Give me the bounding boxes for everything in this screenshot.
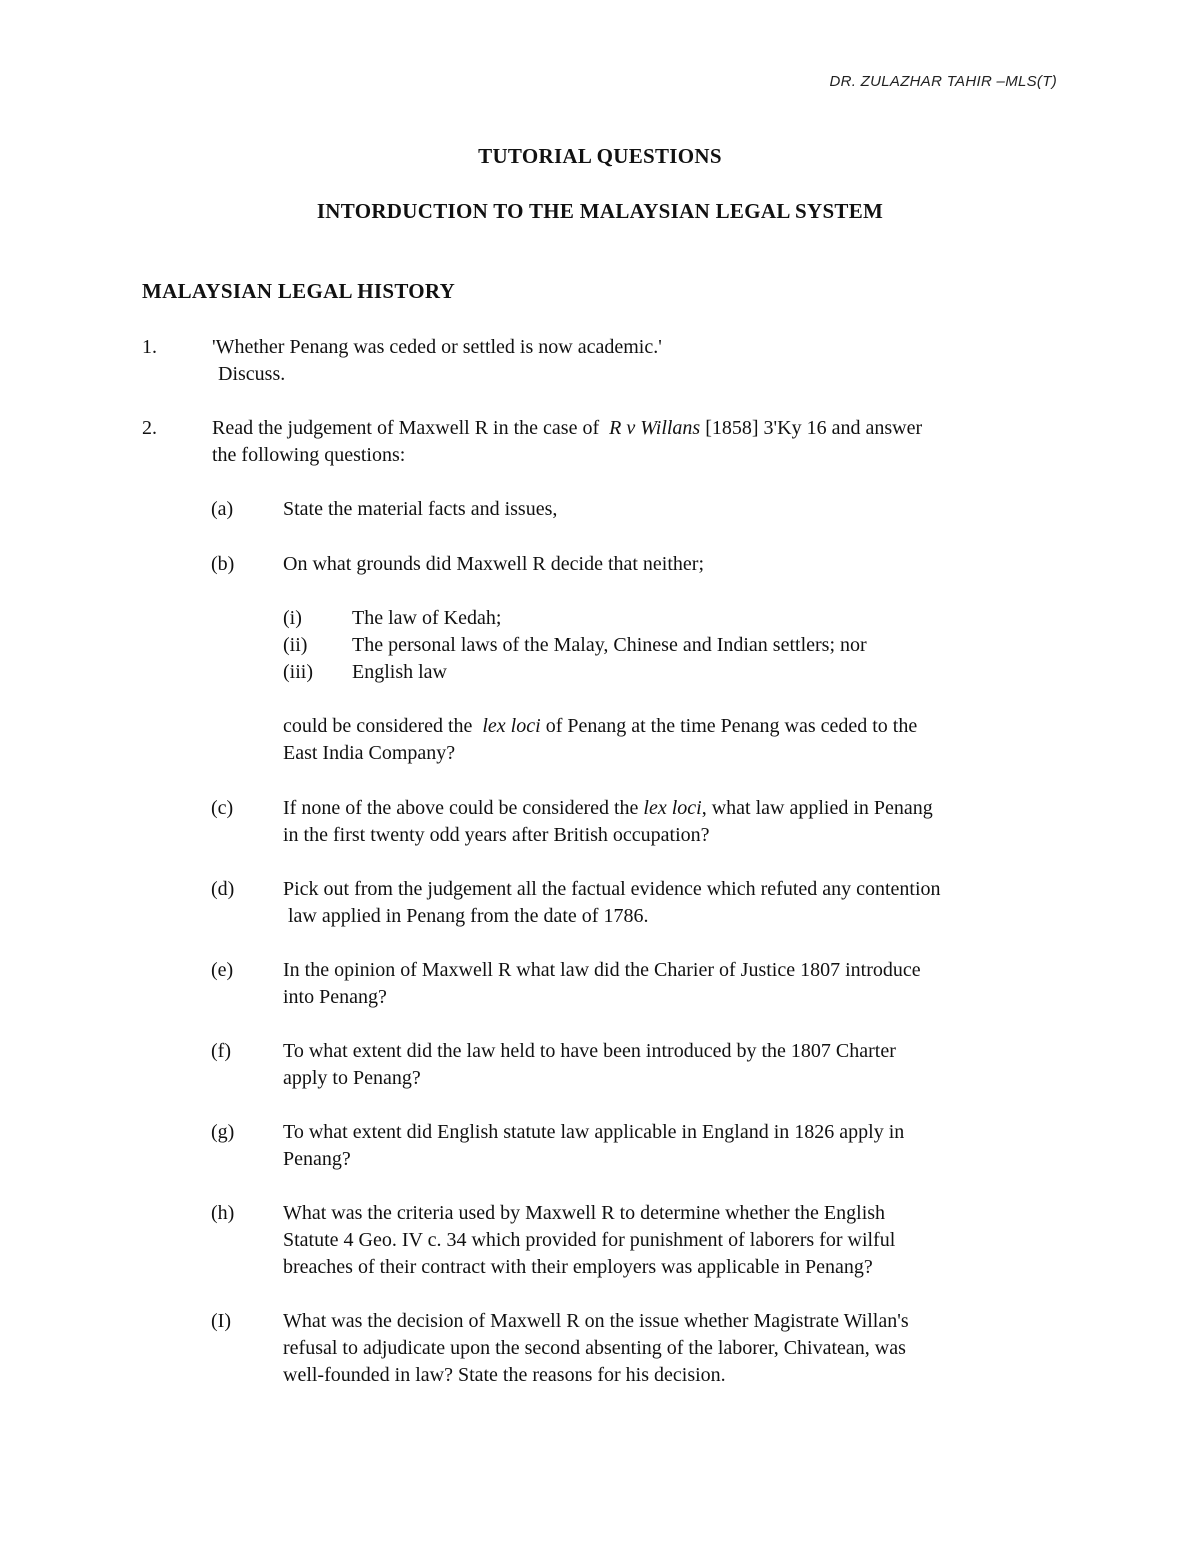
question-number: 1.	[142, 336, 157, 358]
sub-question-label: (a)	[211, 498, 234, 520]
list-item-label: (iii)	[283, 661, 313, 683]
sub-question-text: apply to Penang?	[283, 1067, 421, 1089]
sub-question-label: (h)	[211, 1202, 235, 1224]
course-title: INTORDUCTION TO THE MALAYSIAN LEGAL SYSTEM	[316, 199, 884, 223]
section-heading: MALAYSIAN LEGAL HISTORY	[142, 279, 456, 303]
question-text: Discuss.	[218, 363, 286, 385]
question-number: 2.	[142, 417, 157, 439]
sub-question-text: To what extent did the law held to have been introduced by the 1807 Charter	[283, 1040, 896, 1062]
case-name: R v Willans	[609, 417, 701, 439]
sub-question-label: (b)	[211, 553, 235, 575]
list-item-text: English law	[352, 661, 447, 683]
sub-question-label: (f)	[211, 1040, 231, 1062]
sub-question-label: (e)	[211, 959, 234, 981]
sub-question-text: law applied in Penang from the date of 1786.	[288, 905, 649, 927]
sub-question-label: (g)	[211, 1121, 235, 1143]
question-text: Read the judgement of Maxwell R in the case of R v Willans [1858] 3'Ky 16 and answer	[212, 417, 923, 439]
sub-question-text: could be considered the lex loci of Penang at the time Penang was ceded to the	[283, 715, 918, 737]
sub-question-text: breaches of their contract with their employers was applicable in Penang?	[283, 1256, 873, 1278]
list-item-text: The law of Kedah;	[352, 607, 502, 629]
list-item-label: (ii)	[283, 634, 308, 656]
sub-question-text: Statute 4 Geo. IV c. 34 which provided for punishment of laborers for wilful	[283, 1229, 896, 1251]
sub-question-label: (I)	[211, 1310, 231, 1332]
sub-question-text: To what extent did English statute law applicable in England in 1826 apply in	[283, 1121, 905, 1143]
sub-question-text: On what grounds did Maxwell R decide that neither;	[283, 553, 705, 575]
sub-question-text: well-founded in law? State the reasons for his decision.	[283, 1364, 726, 1386]
question-text: the following questions:	[212, 444, 406, 466]
sub-question-text: In the opinion of Maxwell R what law did the Charier of Justice 1807 introduce	[283, 959, 921, 981]
sub-question-text: East India Company?	[283, 742, 456, 764]
author-header: DR. ZULAZHAR TAHIR –MLS(T)	[829, 73, 1057, 90]
sub-question-text: refusal to adjudicate upon the second absenting of the laborer, Chivatean, was	[283, 1337, 906, 1359]
sub-question-text: What was the decision of Maxwell R on the issue whether Magistrate Willan's	[283, 1310, 909, 1332]
list-item-label: (i)	[283, 607, 302, 629]
sub-question-label: (d)	[211, 878, 235, 900]
sub-question-text: into Penang?	[283, 986, 387, 1008]
sub-question-label: (c)	[211, 797, 234, 819]
list-item-text: The personal laws of the Malay, Chinese and Indian settlers; nor	[352, 634, 867, 656]
sub-question-text: State the material facts and issues,	[283, 498, 558, 520]
sub-question-text: in the first twenty odd years after British occupation?	[283, 824, 710, 846]
sub-question-text: Pick out from the judgement all the factual evidence which refuted any contention	[283, 878, 941, 900]
sub-question-text: If none of the above could be considered the lex loci, what law applied in Penang	[283, 797, 933, 819]
question-text: 'Whether Penang was ceded or settled is now academic.'	[212, 336, 662, 358]
main-title: TUTORIAL QUESTIONS	[478, 144, 722, 168]
sub-question-text: Penang?	[283, 1148, 351, 1170]
sub-question-text: What was the criteria used by Maxwell R to determine whether the English	[283, 1202, 886, 1224]
